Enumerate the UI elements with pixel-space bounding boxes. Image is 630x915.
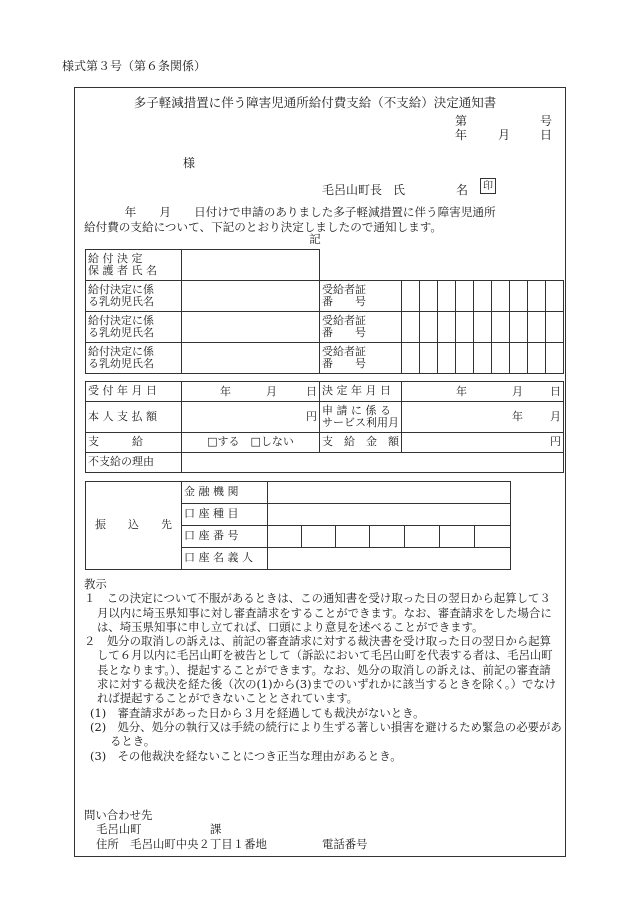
non-payment-reason-value: [182, 453, 564, 473]
bank-institution-label: 金 融 機 関: [182, 482, 268, 504]
account-holder-value: [268, 548, 511, 570]
body-line-1: 年 月 日付けで申請のありました多子軽減措置に伴う障害児通所: [124, 205, 496, 219]
instruction-sub-2: (2) 処分、処分の執行又は手続の続行により生ずる著しい損害を避けるため緊急の必要があるとき。: [90, 719, 562, 749]
date-hi: 日: [540, 128, 553, 142]
recipient-number-label-3: 受給者証 番 号: [320, 343, 402, 374]
issuer-mayor: 毛呂山町長: [322, 183, 383, 197]
decision-date-value: 年 月 日: [402, 382, 564, 402]
instruction-sub-3: (3) その他裁決を経ないことにつき正当な理由があるとき。: [90, 748, 402, 763]
payment-label: 支 給: [86, 433, 182, 453]
account-type-label: 口 座 種 目: [182, 504, 268, 526]
child-name-value-2: [182, 312, 320, 343]
seal-stamp: 印: [480, 178, 496, 194]
self-pay-label: 本 人 支 払 額: [86, 402, 182, 433]
contact-info: [84, 808, 562, 851]
contact-address-line: 住所 毛呂山町中央２丁目１番地 電話番号: [96, 836, 368, 851]
number-dai: 第: [455, 114, 468, 128]
decision-table: [85, 381, 564, 473]
instructions: [84, 577, 562, 763]
issuer-mei: 名: [456, 183, 469, 197]
guardian-name-label: 給 付 決 定 保 護 者 氏 名: [86, 250, 182, 281]
bank-table: [85, 481, 511, 570]
number-go: 号: [540, 114, 553, 128]
child-name-value-1: [182, 281, 320, 312]
body-line-2: 給付費の支給について、下記のとおり決定しましたので通知します。: [84, 219, 443, 234]
transfer-to-label: 振 込 先: [86, 482, 182, 570]
notice-body: [84, 205, 562, 234]
guardian-name-value: [182, 250, 320, 281]
child-name-value-3: [182, 343, 320, 374]
child-name-label-2: 給付決定に係 る乳幼児氏名: [86, 312, 182, 343]
child-name-label-3: 給付決定に係 る乳幼児氏名: [86, 343, 182, 374]
ki-heading: 記: [309, 232, 321, 246]
account-holder-label: 口 座 名 義 人: [182, 548, 268, 570]
instruction-item-1: １ この決定について不服があるときは、この通知書を受け取った日の翌日から起算して３月以内に埼玉県知事に対し審査請求をすることができます。なお、審査請求をした場合には、埼玉県知事に申し立てれば、口頭により意見を述べることができます。: [84, 591, 552, 634]
date-tsuki: 月: [498, 128, 511, 142]
non-payment-reason-label: 不支給の理由: [86, 453, 182, 473]
service-month-value: 年 月: [402, 402, 564, 433]
decision-date-label: 決 定 年 月 日: [320, 382, 402, 402]
self-pay-value: 円: [182, 402, 320, 433]
form-number: 様式第３号（第６条関係）: [62, 59, 207, 73]
addressee-suffix: 様: [183, 156, 196, 170]
recipient-number-label-2: 受給者証 番 号: [320, 312, 402, 343]
payment-amount-label: 支 給 金 額: [320, 433, 402, 453]
account-number-label: 口 座 番 号: [182, 526, 268, 548]
blank-area: [320, 250, 564, 281]
issuer-shi: 氏: [393, 183, 406, 197]
child-name-label-1: 給付決定に係 る乳幼児氏名: [86, 281, 182, 312]
date-nen: 年: [455, 128, 468, 142]
document-title: 多子軽減措置に伴う障害児通所給付費支給（不支給）決定通知書: [133, 95, 497, 110]
instruction-sub-1: (1) 審査請求があった日から３月を経過しても裁決がないとき。: [90, 705, 425, 720]
bank-institution-value: [268, 482, 511, 504]
service-month-label: 申 請 に 係 る サービス利用月: [320, 402, 402, 433]
received-date-value: 年 月 日: [182, 382, 320, 402]
payment-amount-value: 円: [402, 433, 564, 453]
recipient-number-label-1: 受給者証 番 号: [320, 281, 402, 312]
received-date-label: 受 付 年 月 日: [86, 382, 182, 402]
instructions-heading: 教示: [84, 577, 107, 591]
contact-heading: 問い合わせ先: [84, 808, 153, 822]
payment-choice[interactable]: □する □しない: [182, 433, 320, 453]
contact-department: 毛呂山町 課: [96, 822, 222, 837]
account-type-value: [268, 504, 511, 526]
applicant-table: [85, 249, 564, 374]
instruction-item-2: ２ 処分の取消しの訴えは、前記の審査請求に対する裁決書を受け取った日の翌日から起算して６月以内に毛呂山町を被告として（訴訟において毛呂山町を代表する者は、毛呂山町長となります。）、提起することができます。なお、処分の取消しの訴えは、前記の審査請求に対する裁決を経た後（次の(1)から(3)までのいずれかに該当するときを除く。）でなければ提起することができないこととされています。: [84, 634, 557, 706]
